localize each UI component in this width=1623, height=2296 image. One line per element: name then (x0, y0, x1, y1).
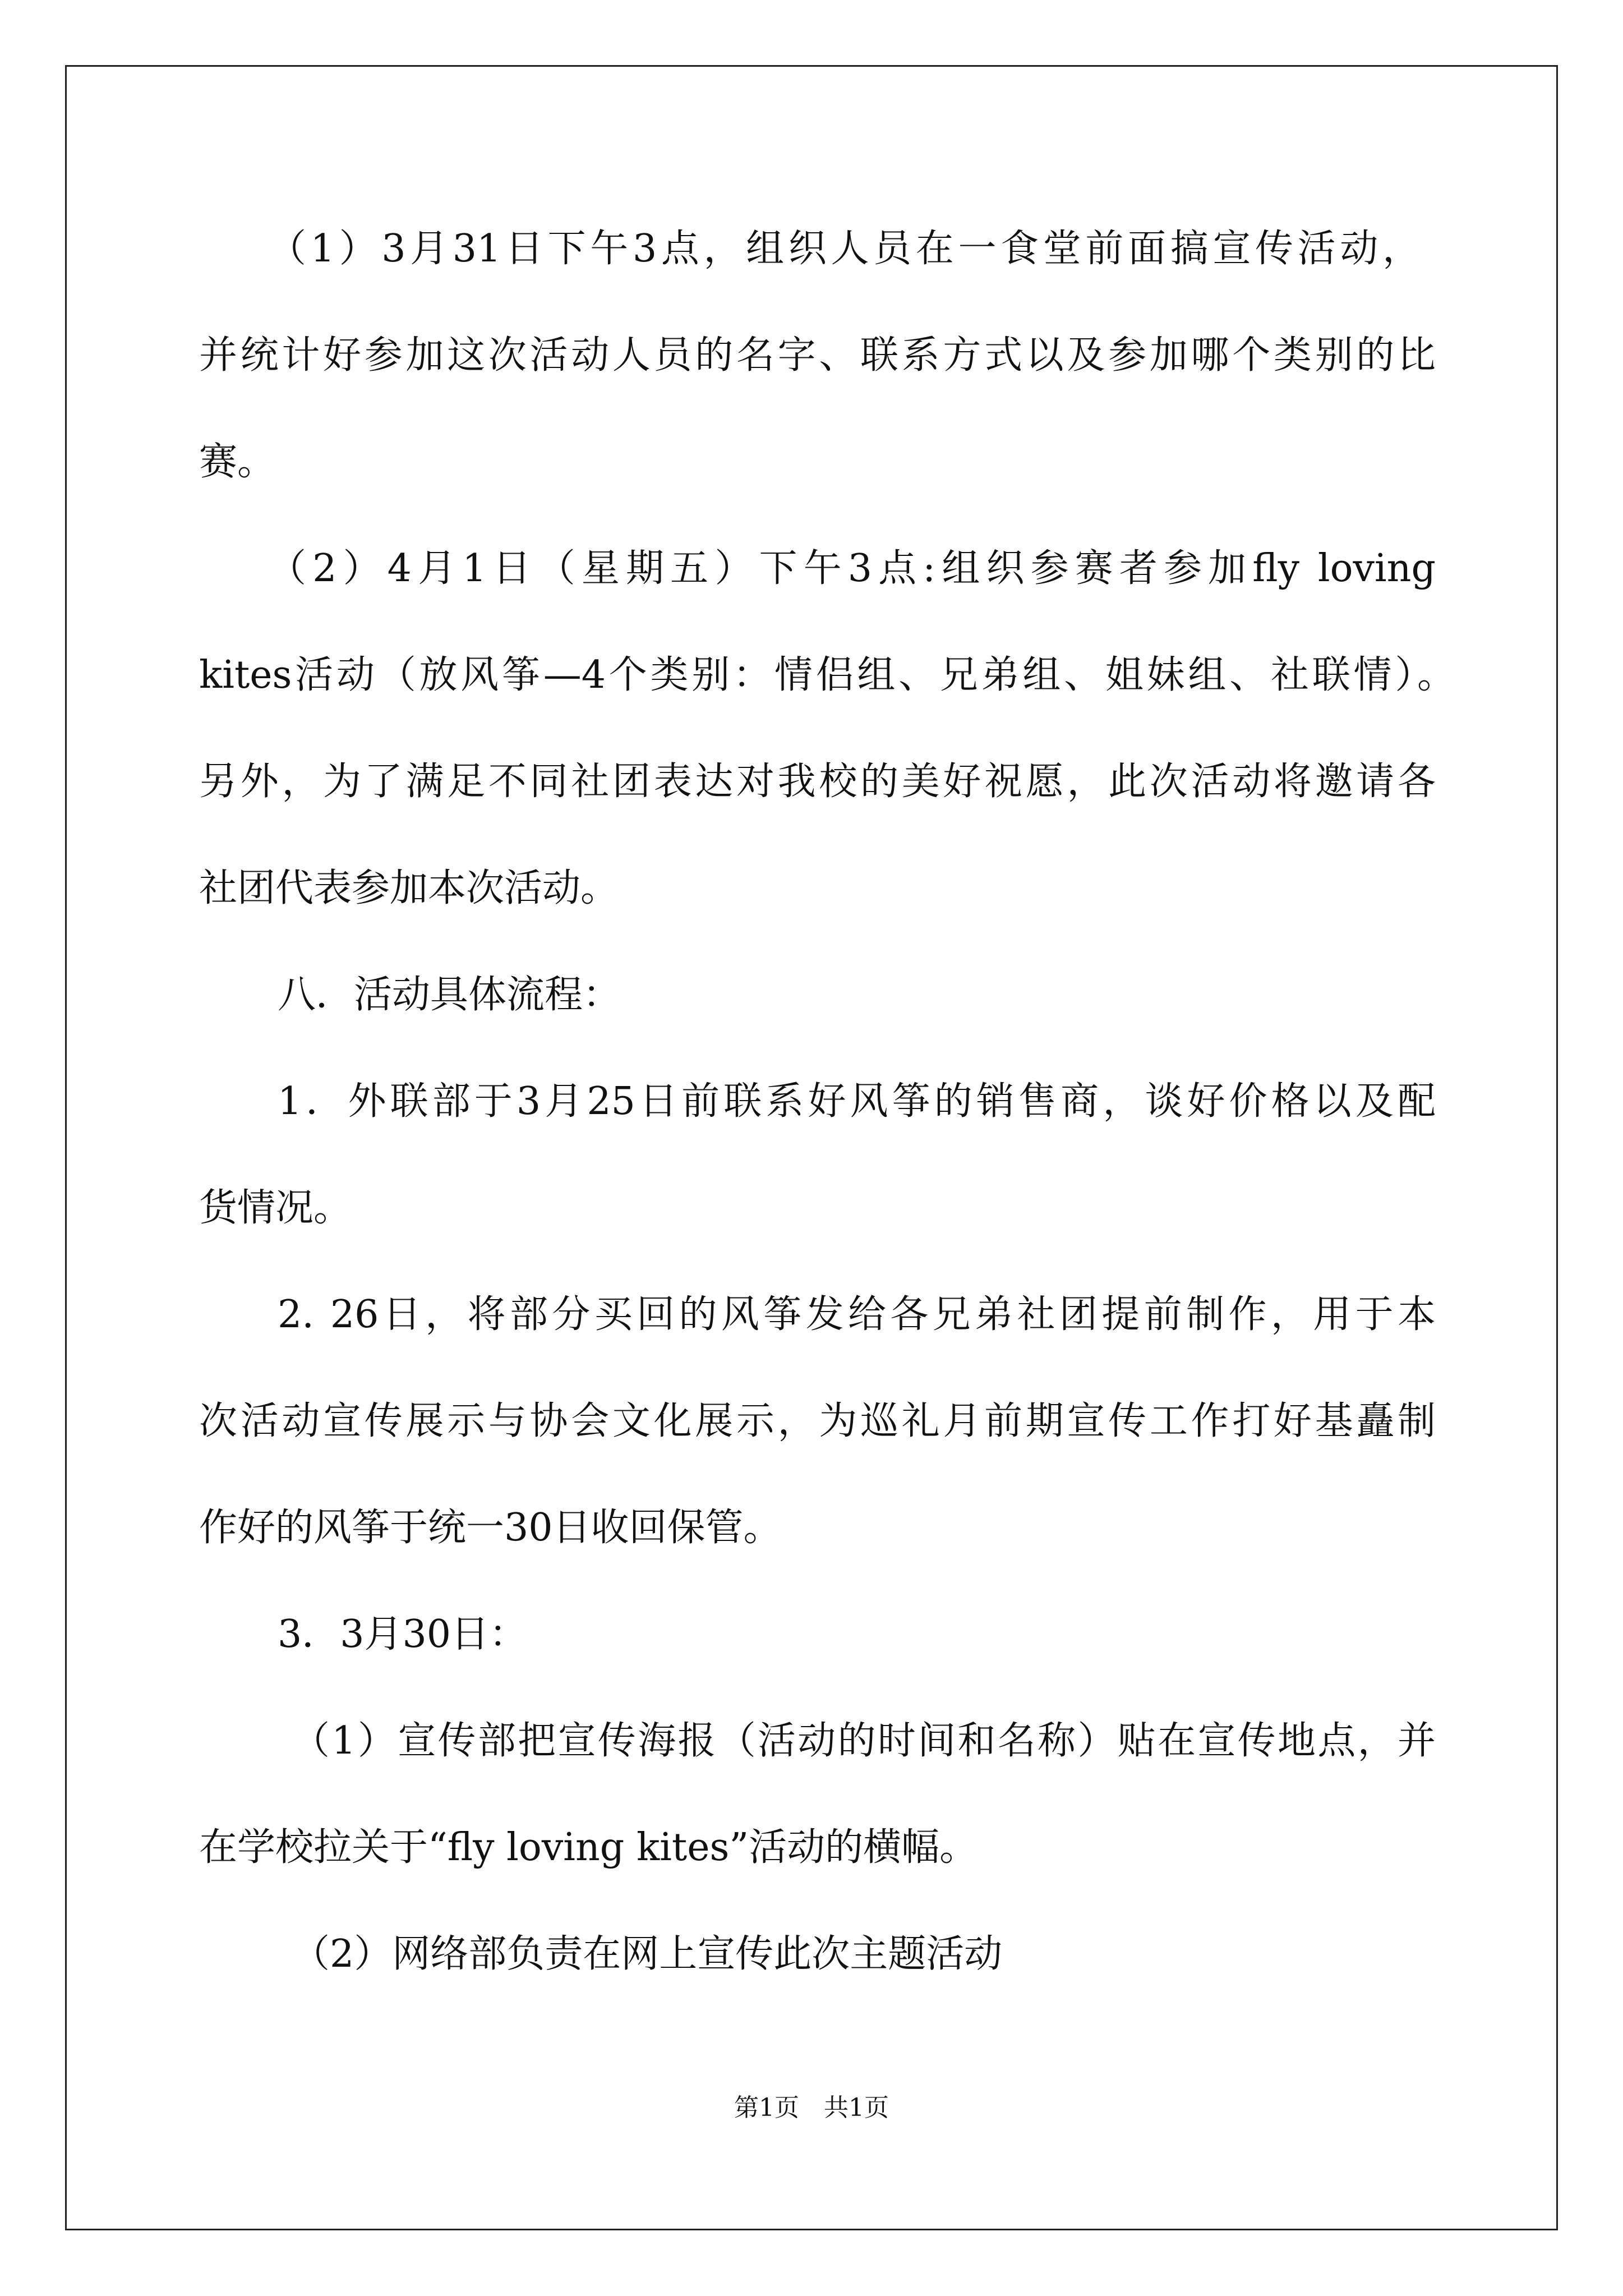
paragraph-line: （2）网络部负责在网上宣传此次主题活动 (292, 1932, 1003, 1976)
paragraph-line: 作好的风筝于统一30日收回保管。 (199, 1506, 782, 1550)
paragraph-line: 2. 26日，将部分买回的风筝发给各兄弟社团提前制作，用于本 (278, 1292, 1436, 1337)
paragraph-line: （1）宣传部把宣传海报（活动的时间和名称）贴在宣传地点，并 (292, 1719, 1436, 1763)
page-number-label: 第1页 共1页 (734, 2093, 889, 2122)
paragraph-line: 并统计好参加这次活动人员的名字、联系方式以及参加哪个类别的比 (199, 333, 1436, 378)
page-frame (65, 65, 1558, 2230)
paragraph-line: 赛。 (199, 440, 276, 484)
paragraph-line: kites活动（放风筝—4个类别：情侣组、兄弟组、姐妹组、社联情）。 (199, 653, 1455, 697)
paragraph-line: 次活动宣传展示与协会文化展示，为巡礼月前期宣传工作打好基矗制 (199, 1399, 1436, 1443)
paragraph-line: 1．外联部于3月25日前联系好风筝的销售商，谈好价格以及配 (278, 1079, 1436, 1124)
page-footer (0, 2091, 1623, 2125)
paragraph-line: 货情况。 (199, 1186, 352, 1230)
section-heading: 八．活动具体流程： (278, 973, 621, 1017)
paragraph-line: 社团代表参加本次活动。 (199, 866, 619, 910)
paragraph-line: 3．3月30日： (278, 1612, 528, 1657)
paragraph-line: 另外，为了满足不同社团表达对我校的美好祝愿，此次活动将邀请各 (199, 760, 1436, 804)
paragraph-line: （2）4月1日（星期五）下午3点:组织参赛者参加fly loving (268, 546, 1436, 591)
paragraph-line: （1）3月31日下午3点，组织人员在一食堂前面搞宣传活动， (268, 227, 1421, 271)
paragraph-line: 在学校拉关于“fly loving kites”活动的横幅。 (199, 1825, 978, 1870)
